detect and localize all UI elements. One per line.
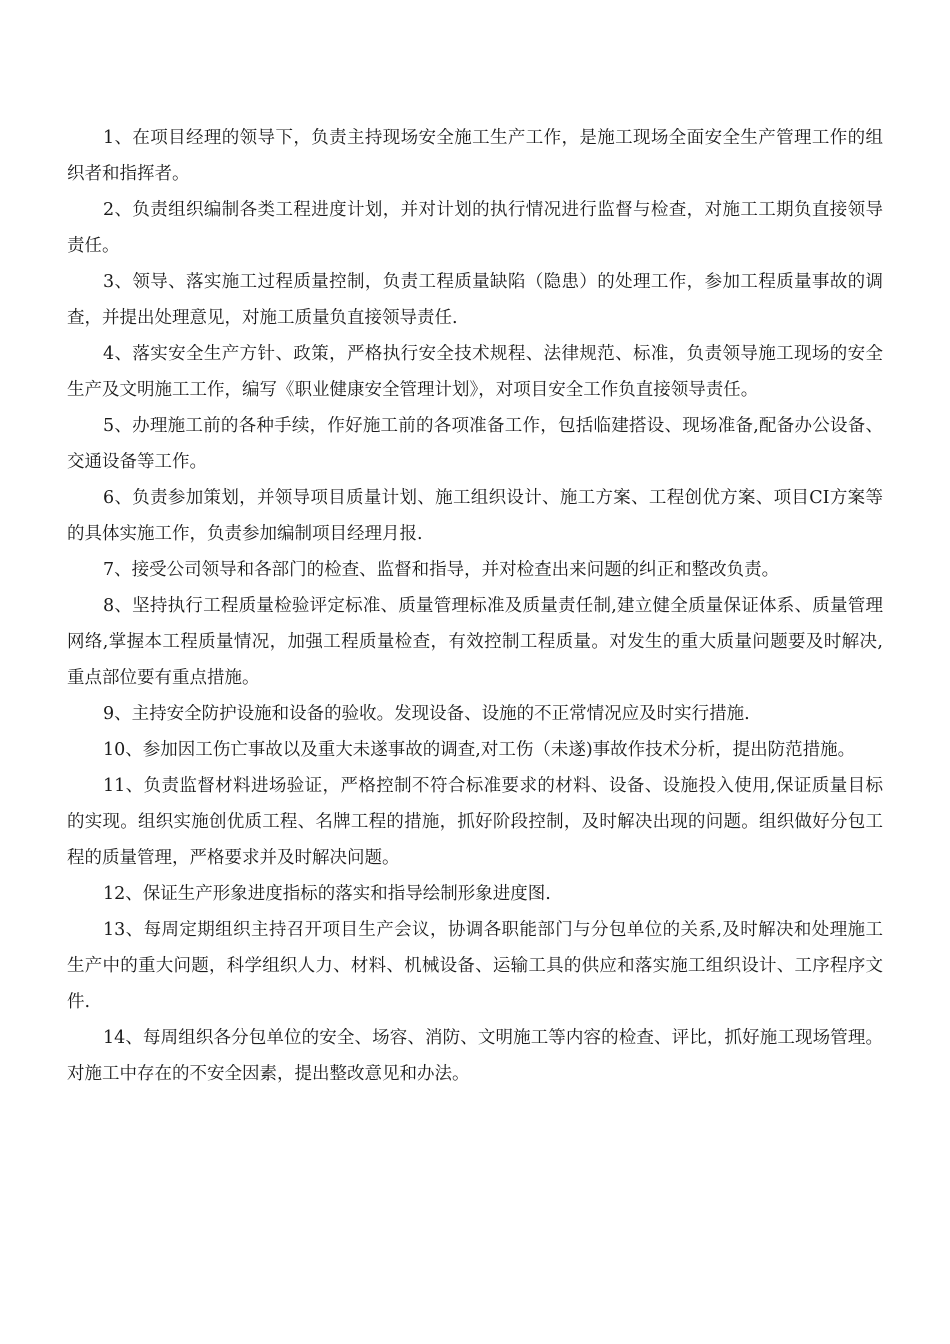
duty-paragraph-12: 12、保证生产形象进度指标的落实和指导绘制形象进度图.: [103, 884, 551, 904]
duty-paragraph-10: 10、参加因工伤亡事故以及重大未遂事故的调查,对工伤（未遂)事故作技术分析，提出防范措施。: [103, 740, 856, 760]
duty-paragraph-14: 14、每周组织各分包单位的安全、场容、消防、文明施工等内容的检查、评比，抓好施工现场管理。对施工中存在的不安全因素，提出整改意见和办法。: [67, 1028, 883, 1084]
duty-paragraph-11: 11、负责监督材料进场验证，严格控制不符合标准要求的材料、设备、设施投入使用,保证质量目标的实现。组织实施创优质工程、名牌工程的措施，抓好阶段控制，及时解决出现的问题。组织做好分包工程的质量管理，严格要求并及时解决问题。: [67, 776, 883, 868]
duty-paragraph-13: 13、每周定期组织主持召开项目生产会议，协调各职能部门与分包单位的关系,及时解决和处理施工生产中的重大问题，科学组织人力、材料、机械设备、运输工具的供应和落实施工组织设计、工序程序文件.: [67, 920, 883, 1012]
duty-paragraph-8: 8、坚持执行工程质量检验评定标准、质量管理标准及质量责任制,建立健全质量保证体系、质量管理网络,掌握本工程质量情况，加强工程质量检查，有效控制工程质量。对发生的重大质量问题要及时解决,重点部位要有重点措施。: [67, 596, 883, 688]
duty-paragraph-5: 5、办理施工前的各种手续，作好施工前的各项准备工作，包括临建搭设、现场准备,配备办公设备、交通设备等工作。: [67, 416, 883, 472]
duty-paragraph-9: 9、主持安全防护设施和设备的验收。发现设备、设施的不正常情况应及时实行措施.: [103, 704, 750, 724]
duty-paragraph-4: 4、落实安全生产方针、政策，严格执行安全技术规程、法律规范、标准，负责领导施工现场的安全生产及文明施工工作，编写《职业健康安全管理计划》，对项目安全工作负直接领导责任。: [67, 344, 883, 400]
duty-paragraph-3: 3、领导、落实施工过程质量控制，负责工程质量缺陷（隐患）的处理工作，参加工程质量事故的调查，并提出处理意见，对施工质量负直接领导责任.: [67, 272, 883, 328]
document-body: [67, 120, 883, 1092]
duty-paragraph-2: 2、负责组织编制各类工程进度计划，并对计划的执行情况进行监督与检查，对施工工期负直接领导责任。: [67, 200, 883, 256]
duty-paragraph-1: 1、在项目经理的领导下，负责主持现场安全施工生产工作，是施工现场全面安全生产管理工作的组织者和指挥者。: [67, 128, 883, 184]
duty-paragraph-7: 7、接受公司领导和各部门的检查、监督和指导，并对检查出来问题的纠正和整改负责。: [103, 560, 780, 580]
duty-paragraph-6: 6、负责参加策划，并领导项目质量计划、施工组织设计、施工方案、工程创优方案、项目CI方案等的具体实施工作，负责参加编制项目经理月报.: [67, 488, 883, 544]
